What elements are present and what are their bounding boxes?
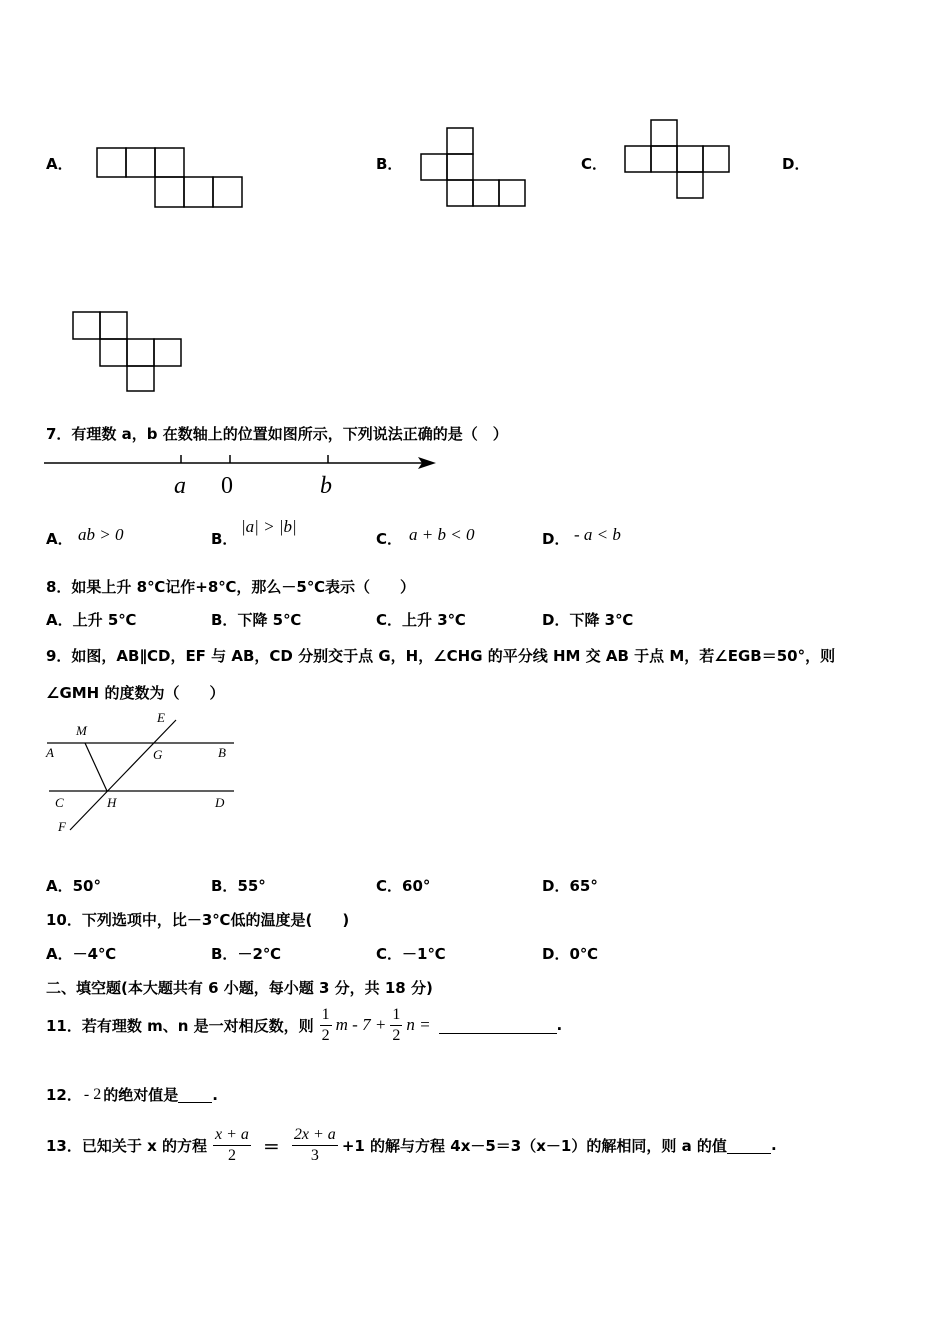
q11-fraction-2 <box>390 1005 402 1046</box>
q6-option-c-net <box>624 119 734 201</box>
q7-option-d-letter: D． <box>542 530 570 548</box>
q13-fraction-1-denominator: 2 <box>227 1146 236 1164</box>
q8-option-a-text: 上升 5℃ <box>72 611 137 629</box>
q9-option-a <box>46 875 101 896</box>
q12-value: - 2 <box>83 1085 102 1103</box>
q7-option-c-expr: a + b < 0 <box>409 525 475 544</box>
q9-option-d <box>542 875 598 896</box>
q10-option-c-letter: C． <box>376 945 403 963</box>
q11-fraction-1-numerator: 1 <box>320 1005 332 1026</box>
q9-label-g: G <box>153 747 163 762</box>
q7-option-b-expr: |a| > |b| <box>241 517 297 536</box>
q10-option-a-text: －4℃ <box>72 945 117 963</box>
q10-option-b-letter: B． <box>211 945 238 963</box>
q12-prefix: 12． <box>46 1086 82 1104</box>
q13-prefix: 13．已知关于 x 的方程 <box>46 1136 207 1155</box>
q9-option-d-text: 65° <box>569 877 598 895</box>
q9-option-c-letter: C． <box>376 877 403 895</box>
q8-option-b-text: 下降 5℃ <box>237 611 302 629</box>
q8-option-a-letter: A． <box>46 611 73 629</box>
q8-option-d <box>542 609 633 630</box>
q7-option-a-expr: ab > 0 <box>78 525 124 544</box>
q9-option-a-letter: A． <box>46 877 73 895</box>
q10-option-c-text: －1℃ <box>402 945 446 963</box>
q11-answer-blank[interactable] <box>439 1017 557 1034</box>
q12-end: . <box>212 1085 218 1104</box>
q6-option-b-label: B． <box>376 155 403 173</box>
q13-fraction-2-denominator: 3 <box>310 1146 319 1164</box>
q9-option-b-letter: B． <box>211 877 238 895</box>
q9-label-f: F <box>58 819 66 834</box>
q9-label-c: C <box>55 795 64 810</box>
q9-label-b: B <box>218 745 226 760</box>
q9-option-b-text: 55° <box>237 877 266 895</box>
q8-stem: 8．如果上升 8℃记作+8℃，那么－5℃表示（ ） <box>46 578 416 596</box>
q6-option-d-net <box>72 311 187 393</box>
q7-option-b-letter: B． <box>211 530 238 548</box>
q13-row <box>46 1120 777 1170</box>
q10-option-d <box>542 943 598 964</box>
q10-option-a <box>46 943 116 964</box>
q7-axis-label-a: a <box>174 473 186 499</box>
q13-fraction-2-numerator: 2x + a <box>292 1125 338 1146</box>
q9-label-m: M <box>76 723 87 738</box>
q11-middle-expr: m - 7 + <box>335 1015 387 1034</box>
q10-option-c <box>376 943 446 964</box>
q7-number-line <box>44 450 439 500</box>
q7-option-a-letter: A． <box>46 530 73 548</box>
q10-option-a-letter: A． <box>46 945 73 963</box>
q13-fraction-1 <box>213 1125 251 1166</box>
q12-row <box>46 1084 218 1105</box>
q8-option-b <box>211 609 301 630</box>
q10-option-b-text: －2℃ <box>237 945 282 963</box>
q9-stem-line2: ∠GMH 的度数为（ ） <box>46 684 225 702</box>
q6-option-d-label: D． <box>782 155 810 173</box>
q13-fraction-1-numerator: x + a <box>213 1125 251 1146</box>
q6-option-b-net <box>420 127 530 209</box>
q11-fraction-2-numerator: 1 <box>390 1005 402 1026</box>
q9-stem-line1: 9．如图，AB∥CD，EF 与 AB，CD 分别交于点 G，H，∠CHG 的平分线 HM 交 AB 于点 M，若∠EGB＝50°，则 <box>46 647 836 665</box>
q11-end: . <box>556 1016 563 1034</box>
q8-option-c <box>376 609 466 630</box>
q9-option-d-letter: D． <box>542 877 570 895</box>
q10-option-d-letter: D． <box>542 945 570 963</box>
q10-option-b <box>211 943 281 964</box>
q7-stem: 7．有理数 a，b 在数轴上的位置如图所示，下列说法正确的是（ ） <box>46 425 508 443</box>
q13-fraction-2 <box>292 1125 338 1166</box>
q9-geometry-figure <box>44 710 239 835</box>
q12-answer-blank[interactable] <box>178 1086 212 1103</box>
q8-option-d-letter: D． <box>542 611 570 629</box>
q11-tail-expr: n = <box>406 1015 431 1034</box>
q13-answer-blank[interactable] <box>727 1137 771 1154</box>
q7-option-d-expr: - a < b <box>574 525 621 544</box>
q7-option-c-letter: C． <box>376 530 403 548</box>
q11-fraction-1 <box>320 1005 332 1046</box>
q13-suffix: +1 的解与方程 4x－5＝3（x－1）的解相同，则 a 的值 <box>341 1136 727 1155</box>
q8-option-a <box>46 609 136 630</box>
q13-end: . <box>770 1136 777 1154</box>
q7-axis-label-b: b <box>320 473 332 499</box>
q9-option-a-text: 50° <box>72 877 101 895</box>
q8-option-b-letter: B． <box>211 611 238 629</box>
q8-option-d-text: 下降 3℃ <box>569 611 634 629</box>
q6-option-a-net <box>96 147 246 209</box>
q12-suffix: 的绝对值是 <box>103 1086 179 1104</box>
section-2-heading: 二、填空题(本大题共有 6 小题，每小题 3 分，共 18 分) <box>46 979 433 997</box>
line-hm <box>85 743 107 791</box>
q6-option-a-label: A． <box>46 155 73 173</box>
q9-option-b <box>211 875 266 896</box>
q9-label-a: A <box>46 745 54 760</box>
q11-fraction-2-denominator: 2 <box>392 1026 401 1044</box>
q13-equals: ＝ <box>262 1137 280 1158</box>
q9-option-c <box>376 875 430 896</box>
q9-label-e: E <box>157 710 165 725</box>
q9-label-d: D <box>215 795 225 810</box>
q11-fraction-1-denominator: 2 <box>321 1026 330 1044</box>
q10-option-d-text: 0℃ <box>569 945 599 963</box>
q8-option-c-text: 上升 3℃ <box>402 611 466 629</box>
q11-prefix: 11．若有理数 m、n 是一对相反数，则 <box>46 1016 314 1035</box>
q6-option-c-label: C． <box>581 155 608 173</box>
q9-label-h: H <box>107 795 117 810</box>
q9-option-c-text: 60° <box>402 877 431 895</box>
q7-axis-label-0: 0 <box>221 473 233 499</box>
q8-option-c-letter: C． <box>376 611 403 629</box>
q11-row <box>46 1002 562 1048</box>
q10-stem: 10．下列选项中，比－3℃低的温度是( ) <box>46 911 350 929</box>
